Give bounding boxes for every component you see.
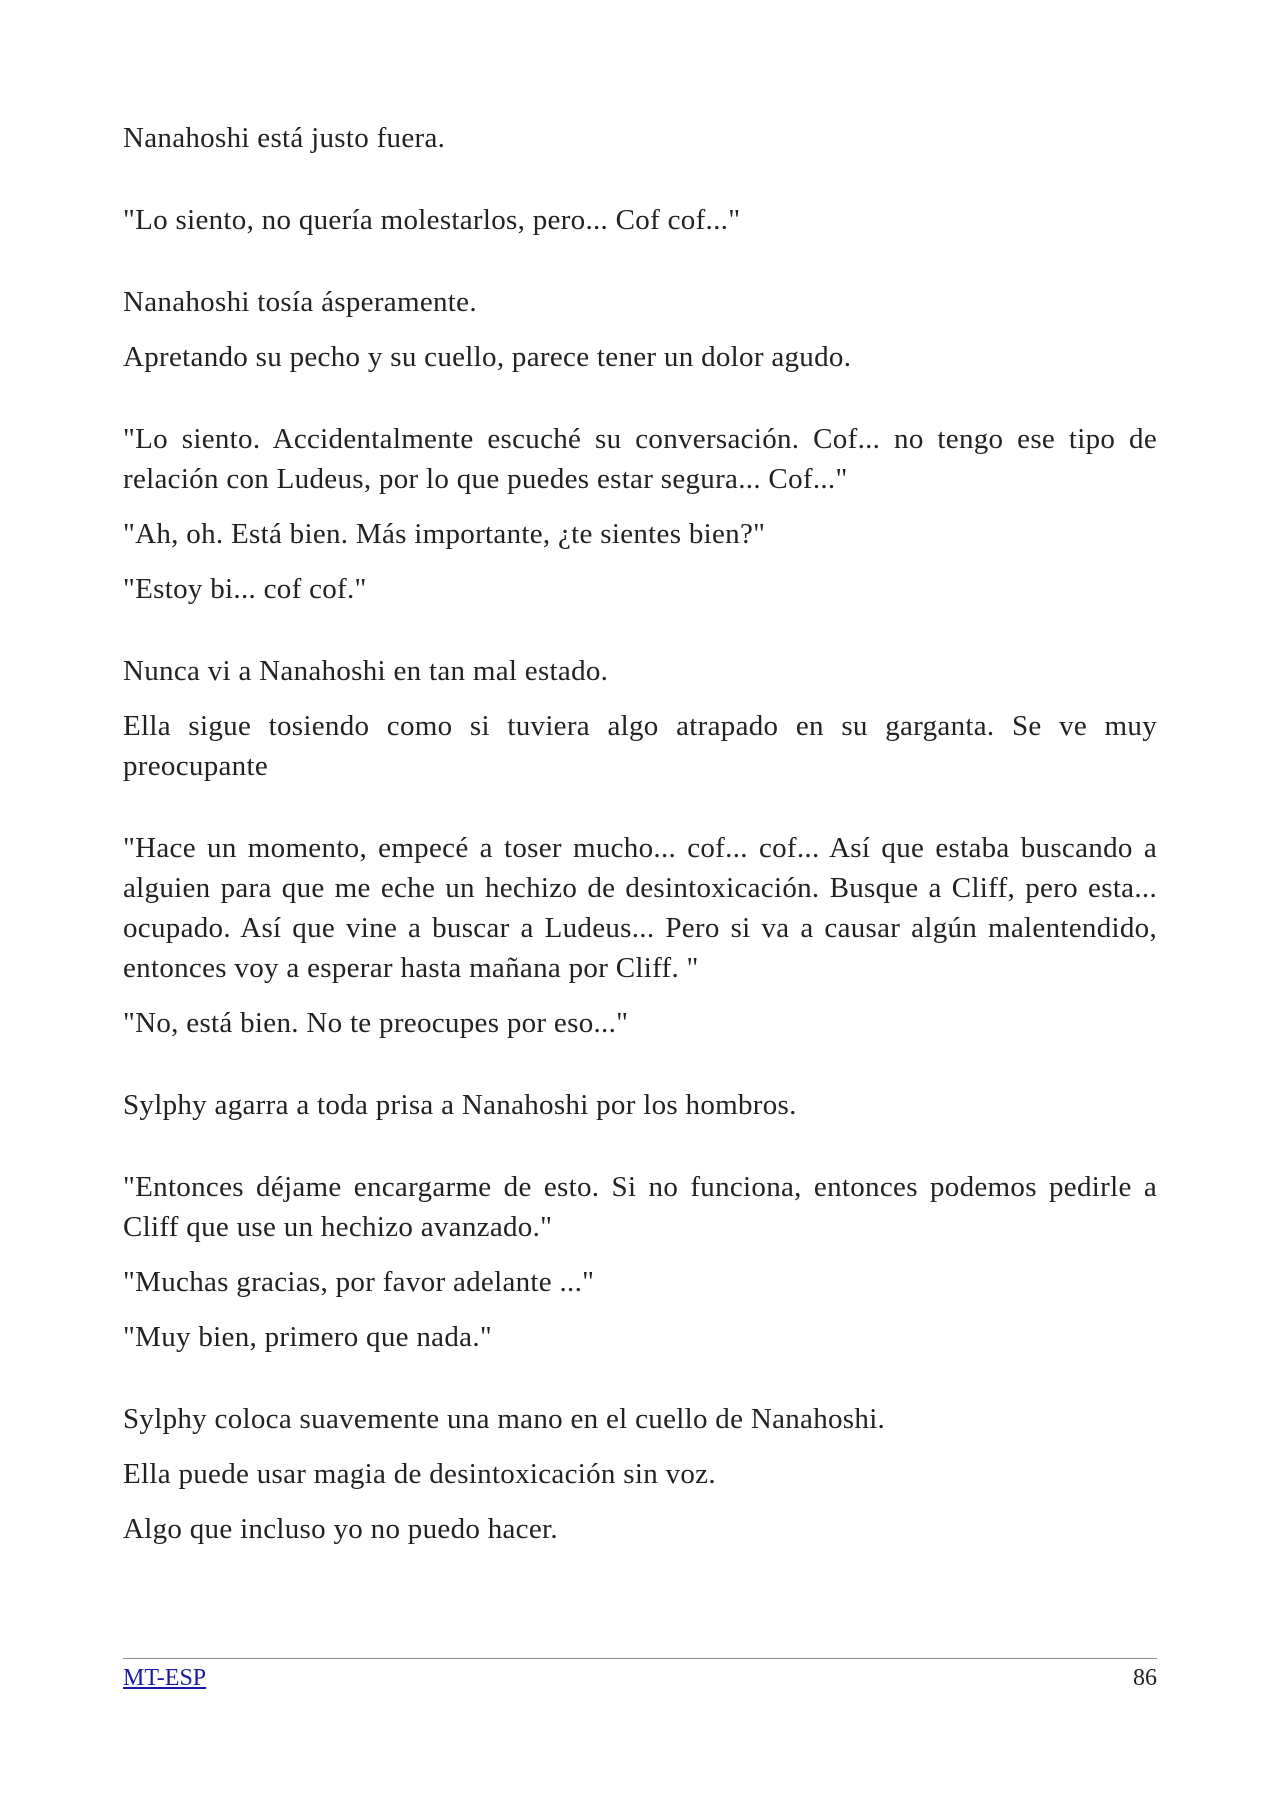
paragraph: Apretando su pecho y su cuello, parece tener un dolor agudo. <box>123 341 852 373</box>
paragraph: "Ah, oh. Está bien. Más importante, ¿te sientes bien?" <box>123 518 766 550</box>
paragraph: "Muy bien, primero que nada." <box>123 1321 493 1353</box>
paragraph: Sylphy coloca suavemente una mano en el cuello de Nanahoshi. <box>123 1403 886 1435</box>
footer-link[interactable]: MT-ESP <box>123 1665 207 1691</box>
page-number: 86 <box>1133 1665 1157 1691</box>
paragraph: "Entonces déjame encargarme de esto. Si no funciona, entonces podemos pedirle a Cliff que use un hechizo avanzado." <box>123 1171 1157 1243</box>
paragraph: Nanahoshi tosía ásperamente. <box>123 286 477 318</box>
paragraph: Algo que incluso yo no puedo hacer. <box>123 1513 558 1545</box>
paragraph: Ella sigue tosiendo como si tuviera algo atrapado en su garganta. Se ve muy preocupante <box>123 710 1157 782</box>
paragraph: Sylphy agarra a toda prisa a Nanahoshi por los hombros. <box>123 1089 797 1121</box>
paragraph: "Hace un momento, empecé a toser mucho... cof... cof... Así que estaba buscando a alguien para que me eche un hechizo de desintoxicación. Busque a Cliff, pero esta... ocupado. Así que vine a buscar a Ludeus... Pero si va a causar algún malentendido, entonces voy a esperar hasta mañana por Cliff. " <box>123 832 1157 984</box>
paragraph: "No, está bien. No te preocupes por eso..." <box>123 1007 629 1039</box>
paragraph: "Lo siento, no quería molestarlos, pero... Cof cof..." <box>123 204 741 236</box>
paragraph: "Muchas gracias, por favor adelante ..." <box>123 1266 595 1298</box>
paragraph: "Estoy bi... cof cof." <box>123 573 367 605</box>
footer-divider <box>123 1658 1157 1659</box>
document-body <box>123 118 1157 1549</box>
paragraph: Nunca vi a Nanahoshi en tan mal estado. <box>123 655 609 687</box>
paragraph: Nanahoshi está justo fuera. <box>123 122 446 154</box>
paragraph: Ella puede usar magia de desintoxicación sin voz. <box>123 1458 716 1490</box>
paragraph: "Lo siento. Accidentalmente escuché su conversación. Cof... no tengo ese tipo de relación con Ludeus, por lo que puedes estar segura... Cof..." <box>123 423 1157 495</box>
page-footer <box>123 1662 1157 1694</box>
